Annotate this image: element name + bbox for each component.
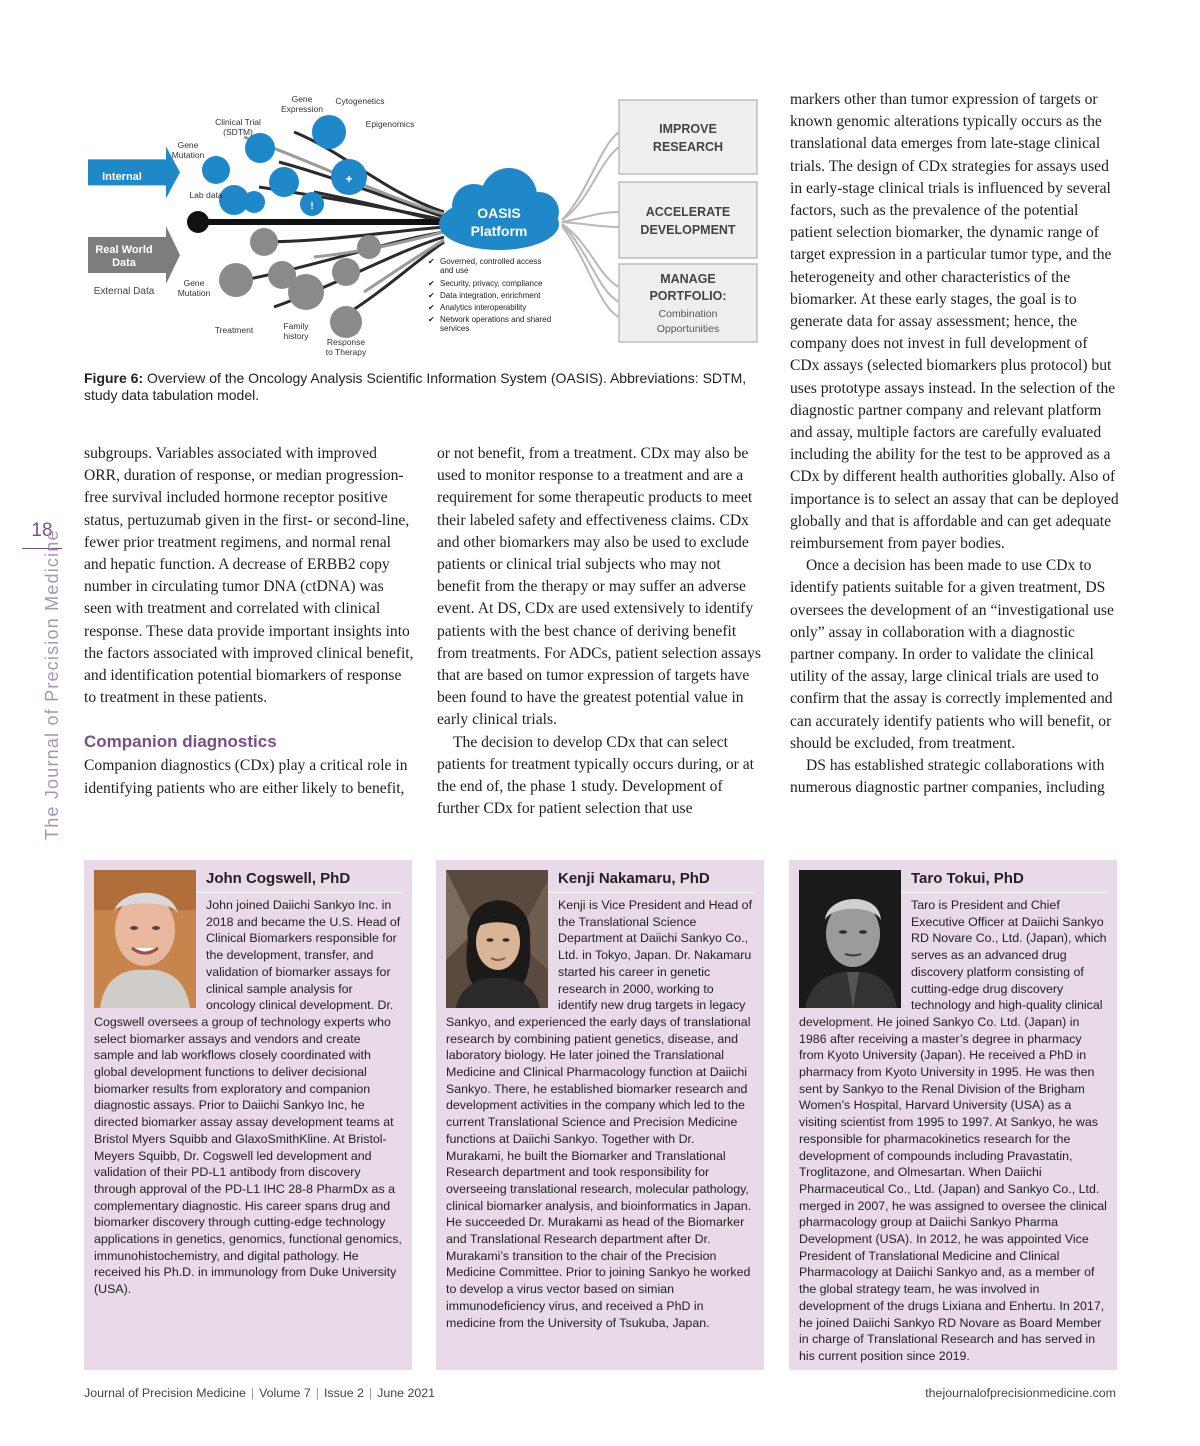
paragraph: markers other than tumor expression of targets or known genomic alterations typically occurs as the translational data emerges from late-stage clinical trials. The design of CDx strategies for assays used in early-stage clinical trials is influenced by several factors, such as the prevalence of the potential patient selection biomarker, the dynamic range of target expression in a particular tumor type, and the heterogeneity and other characteristics of the biomarker. At these early stages, the goal is to generate data for assay assessment; hence, the company does not invest in full development of CDx assays (selected biomarkers plus protocol) but uses prototype assays instead. In the selection of the diagnostic partner company and relevant platform and assay, multiple factors are carefully evaluated including the ability for the test to be approved as a CDx by different health authorities globally. Also of importance is to select an assay that can be deployed globally and that is affordable and can get adequate reimbursement from payer bodies. — [790, 91, 1119, 553]
manage-portfolio-box — [619, 264, 757, 342]
internal-data-arrow — [88, 146, 180, 198]
checklist-item-1a: Governed, controlled access — [440, 257, 542, 266]
dna-treatment-icon — [219, 263, 253, 297]
figure-caption-text: Overview of the Oncology Analysis Scientific Information System (OASIS). Abbreviations: SDTM, study data tabulation model. — [84, 370, 747, 403]
journal-name-vertical: The Journal of Precision Medicine — [42, 529, 62, 840]
document-icon — [330, 306, 362, 338]
oasis-subtitle: Platform — [470, 223, 528, 239]
checklist-item-5a: Network operations and shared — [440, 315, 552, 324]
text-column-2 — [437, 443, 763, 820]
accelerate-development-box — [619, 182, 757, 258]
alert-icon — [250, 228, 278, 256]
figure-caption — [84, 370, 764, 404]
platform-checklist — [428, 257, 551, 333]
cytogenetics-label: Cytogenetics — [335, 96, 385, 106]
paragraph: or not benefit, from a treatment. CDx may also be used to monitor response to a treatment and are a requirement for some therapeutic products to meet their labeled safety and effectiveness claims. CDx and other biomarkers may also be used to exclude patients or clinical trial subjects who may not benefit from the therapy or may suffer an adverse event. At DS, CDx are used extensively to identify patients with the best chance of deriving benefit from treatments. For ADCs, patient selection assays that are based on tumor expression of targets have been found to have the greatest potential value in early clinical trials. — [437, 445, 761, 729]
response-label-2: to Therapy — [325, 347, 367, 357]
oasis-cloud — [439, 168, 559, 250]
doctor-icon — [243, 191, 265, 213]
figure-label: Figure 6: — [84, 370, 144, 386]
outcome-fan-lines — [562, 132, 619, 317]
internal-data-label-2: Data — [110, 184, 134, 196]
sdtm-label: (SDTM) — [223, 127, 253, 137]
response-label-1: Response — [326, 337, 366, 347]
paragraph: Once a decision has been made to use CDx to identify patients suitable for a given treatment, DS oversees the development of an “investigational use only” assay in collaboration with a diagnostic partner company. In order to validate the clinical utility of the assay, large clinical trials are used to confirm that the assay is correctly implemented and can accurately identify patients who will benefit, or should be excluded, from treatment. — [790, 557, 1114, 752]
portrait-photo-kenji-nakamaru — [446, 870, 548, 1008]
checklist-item-4: Analytics interoperability — [440, 303, 527, 312]
bio-text: John joined Daiichi Sankyo Inc. in 2018 and became the U.S. Head of Clinical Biomarkers responsible for the development, transfer, and validation of biomarker assays for clinical sample analysis for oncology clinical development. Dr. Cogswell oversees a group of technology experts who select biomarker assays and vendors and create sample and lab workflows closely coordinated with global development functions to deliver decisional biomarker results from exploratory and companion diagnostic assays. Prior to Daiichi Sankyo Inc, he directed biomarker assay assay development teams at Bristol Myers Squibb and GlaxoSmithKline. At Bristol-Meyers Squibb, Dr. Cogswell led development and validation of their PD-L1 antibody from discovery through approval of the PD-L1 IHC 28-8 PharmDx as a complementary diagnostic. His career spans drug and biomarker discovery through cutting-edge technology applications in genetics, genomics, functional genomics, immunohistochemistry, and digital pathology. He received his Ph.D. in immunology from Duke University (USA). — [94, 898, 402, 1297]
bio-box-john-cogswell — [84, 860, 412, 1370]
figure-oasis-diagram — [84, 92, 764, 364]
text-column-1 — [84, 443, 414, 800]
check-icon: ✔ — [428, 303, 435, 312]
footer-volume: Volume 7 — [259, 1386, 311, 1400]
paragraph: DS has established strategic collaborations with numerous diagnostic partner companies, including — [790, 757, 1105, 797]
paragraph: The decision to develop CDx that can select patients for treatment typically occurs during, or at the end of, the phase 1 study. Development of further CDx for patient selection that use — [437, 733, 754, 818]
family-history-label-1: Family — [283, 321, 309, 331]
epigenomics-label: Epigenomics — [365, 119, 415, 129]
footer-issue: Issue 2 — [323, 1386, 364, 1400]
gene-expression-label-1: Gene — [291, 94, 313, 104]
text-column-3 — [790, 89, 1120, 800]
portrait-photo-john-cogswell — [94, 870, 196, 1008]
checklist-item-3: Data integration, enrichment — [440, 291, 541, 300]
bio-box-kenji-nakamaru — [436, 860, 764, 1370]
checklist-item-5b: services — [440, 324, 470, 333]
improve-research-box — [619, 100, 757, 174]
bio-box-taro-tokui — [789, 860, 1117, 1370]
check-icon: ✔ — [428, 291, 435, 300]
svg-text:!: ! — [310, 201, 314, 212]
check-icon: ✔ — [428, 257, 435, 266]
gene-expression-network-icon — [269, 167, 299, 197]
external-data-label: External Data — [93, 286, 155, 297]
page-number: 18 — [31, 520, 53, 541]
gene-mutation-bottom-label-1: Gene — [183, 278, 205, 288]
manage-label-2: PORTFOLIO: — [649, 289, 727, 303]
svg-text:+: + — [345, 172, 353, 186]
checklist-item-2: Security, privacy, compliance — [440, 279, 543, 288]
cytogenetics-hands-icon — [312, 115, 346, 149]
accelerate-label-2: DEVELOPMENT — [640, 223, 736, 237]
paragraph: Companion diagnostics (CDx) play a critical role in identifying patients who are either likely to benefit, — [84, 757, 408, 797]
gene-mutation-bottom-label-2: Mutation — [177, 288, 211, 298]
improve-label-2: RESEARCH — [652, 140, 724, 154]
response-icon — [332, 258, 360, 286]
footer-journal-info: Journal of Precision Medicine | Volume 7 | Issue 2 | June 2021 — [84, 1386, 436, 1400]
section-heading-companion-diagnostics: Companion diagnostics — [84, 732, 277, 752]
manage-label-1: MANAGE — [660, 272, 716, 286]
patient-icon — [288, 274, 324, 310]
gene-mutation-top-label-1: Gene — [177, 140, 199, 150]
combination-label: Combination — [658, 308, 718, 320]
bio-name: Taro Tokui, PhD — [799, 870, 1107, 893]
footer-date: June 2021 — [377, 1386, 436, 1400]
clinical-trial-label: Clinical Trial — [215, 117, 261, 127]
checklist-item-1b: and use — [440, 266, 469, 275]
check-icon: ✔ — [428, 279, 435, 288]
accelerate-label-1: ACCELERATE — [645, 205, 731, 219]
portrait-photo-taro-tokui — [799, 870, 901, 1008]
bio-text: Kenji is Vice President and Head of the Translational Science Department at Daiichi Sankyo Co., Ltd. in Tokyo, Japan. Dr. Nakamaru started his career in genetic research in 2000, working to identify new drug targets in legacy Sankyo, and experienced the early days of translational research by combining patient genetics, disease, and laboratory biology. He later joined the Translational Medicine and Clinical Pharmacology function at Daiichi Sankyo. There, he established biomarker research and development activities in the company which led to the current Translational Science and Precision Medicine functions at Daiichi Sankyo. Together with Dr. Murakami, he built the Biomarker and Translational Research department and took responsibility for overseeing translational research, molecular pathology, clinical biomarker analysis, and bioinformatics in Japan. He succeeded Dr. Murakami as head of the Biomarker and Translational Research department after Dr. Murakami’s transition to the chair of the Precision Medicine Committee. Prior to joining Sankyo he worked to develop a virus vector based on simian immunodeficiency virus, and received a PhD in medicine from the University of Tsukuba, Japan. — [446, 898, 753, 1330]
check-icon: ✔ — [428, 315, 435, 324]
opportunities-label: Opportunities — [656, 323, 720, 335]
clinical-trial-icon — [245, 133, 275, 163]
real-world-label-2: Data — [112, 257, 136, 269]
data-start-node — [187, 211, 209, 233]
oasis-title: OASIS — [477, 205, 521, 221]
improve-label-1: IMPROVE — [659, 122, 717, 136]
footer-website[interactable]: thejournalofprecisionmedicine.com — [925, 1386, 1116, 1400]
bio-text: Taro is President and Chief Executive Officer at Daiichi Sankyo RD Novare Co., Ltd. (Japan), which serves as an advanced drug discovery platform consisting of cutting-edge drug discovery technology and high-quality clinical development. He joined Sankyo Co. Ltd. (Japan) in 1986 after receiving a master’s degree in pharmacy from Kyoto University (Japan). He received a PhD in pharmacy from Kyoto University in 1995. He was then sent by Sankyo to the Renal Division of the Brigham Women’s Hospital, Harvard University (USA) as a visiting scientist from 1995 to 1997. At Sankyo, he was responsible for pharmacokinetics research for the development of compounds including Pravastatin, Troglitazone, and Olmesartan. When Daiichi Pharmaceutical Co., Ltd. (Japan) and Sankyo Co., Ltd. merged in 2007, he was assigned to oversee the clinical pharmacology group at Daiichi Sankyo Pharma Development (USA). In 2012, he was appointed Vice President of Translational Medicine and Clinical Pharmacology at Daiichi Sankyo and, as a member of the global strategy team, he was involved in development of the drugs Lixiana and Enhertu. In 2017, he joined Daiichi Sankyo RD Novare as Board Member in charge of Translational Research and has served in his current position since 2019. — [799, 898, 1107, 1363]
bio-name: John Cogswell, PhD — [94, 870, 402, 893]
lab-data-label: Lab data — [189, 190, 223, 200]
family-history-label-2: history — [283, 331, 309, 341]
paragraph: subgroups. Variables associated with improved ORR, duration of response, or median progression-free survival included hormone receptor positive status, pertuzumab given in the first- or second-line, fewer prior treatment regimens, and normal renal and hepatic function. A decrease of ERBB2 copy number in circulating tumor DNA (ctDNA) was seen with treatment and correlated with clinical response. These data provide important insights into the factors associated with improved clinical benefit, and identification potential biomarkers of response to treatment in these patients. — [84, 445, 414, 707]
gene-expression-label-2: Expression — [280, 104, 324, 114]
real-world-data-arrow — [88, 226, 180, 284]
internal-data-label-1: Internal — [102, 171, 142, 183]
footer-journal-name: Journal of Precision Medicine — [84, 1386, 246, 1400]
gene-mutation-icon — [202, 156, 230, 184]
gene-mutation-top-label-2: Mutation — [171, 150, 205, 160]
chart-icon — [357, 235, 381, 259]
bio-name: Kenji Nakamaru, PhD — [446, 870, 754, 893]
real-world-label-1: Real World — [95, 244, 153, 256]
treatment-label: Treatment — [214, 325, 254, 335]
